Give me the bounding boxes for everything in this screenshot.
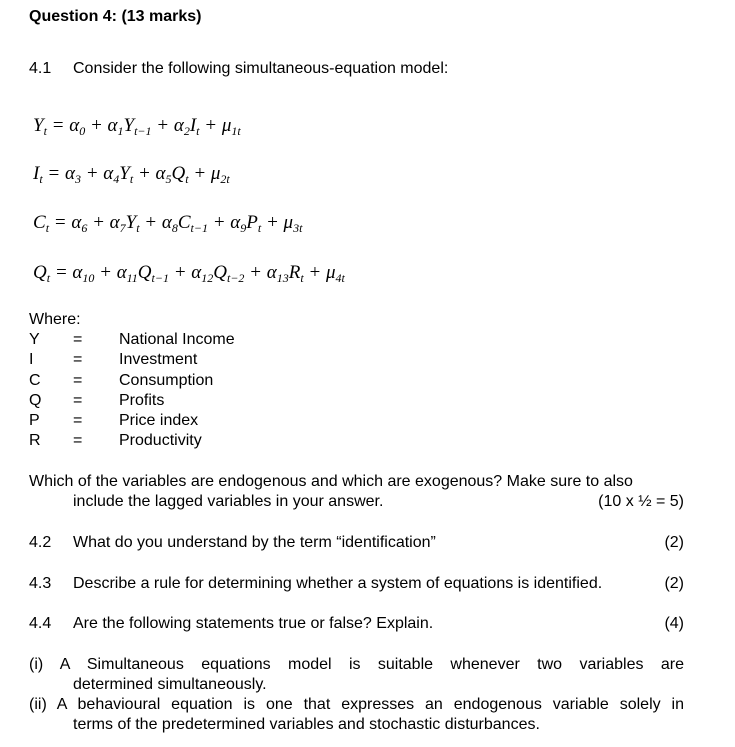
definition-desc: Consumption: [119, 372, 214, 389]
definition-desc: National Income: [119, 331, 235, 348]
equation-1: $Y_t = \alpha_0 + \alpha_1Y_{t-1} + \alpha_2I_t + \mu_{1t}$: [33, 115, 241, 138]
definition-equals: =: [73, 331, 83, 348]
definition-desc: Productivity: [119, 432, 202, 449]
definition-equals: =: [73, 372, 83, 389]
q4-1-question-line2: include the lagged variables in your answer.: [73, 493, 384, 510]
q4-4-marks: (4): [664, 615, 684, 632]
definition-symbol: Q: [29, 392, 42, 409]
q4-4-number: 4.4: [29, 615, 52, 632]
question-title: Question 4: (13 marks): [29, 8, 202, 25]
statement-ii-line1: (ii) A behavioural equation is one that expresses an endogenous variable solely in: [29, 696, 684, 713]
q4-3-number: 4.3: [29, 575, 52, 592]
definition-symbol: I: [29, 351, 34, 368]
q4-1-marks: (10 x ½ = 5): [598, 493, 684, 510]
where-label: Where:: [29, 311, 81, 328]
equation-3: $C_t = \alpha_6 + \alpha_7Y_t + \alpha_8C_{t-1} + \alpha_9P_t + \mu_{3t}$: [33, 212, 303, 235]
definition-desc: Price index: [119, 412, 199, 429]
q4-2-number: 4.2: [29, 534, 52, 551]
definition-symbol: R: [29, 432, 41, 449]
statement-i: [29, 655, 684, 675]
equation-3-lhs: C: [33, 212, 46, 233]
definition-symbol: P: [29, 412, 40, 429]
statement-ii: [29, 695, 684, 715]
equation-1-lhs: Y: [33, 115, 44, 136]
definition-equals: =: [73, 351, 83, 368]
statement-i-line1: (i) A Simultaneous equations model is suitable whenever two variables are: [29, 656, 684, 673]
q4-1-number: 4.1: [29, 60, 52, 77]
definition-equals: =: [73, 432, 83, 449]
definition-desc: Profits: [119, 392, 165, 409]
q4-1-question-line1: Which of the variables are endogenous and which are exogenous? Make sure to also: [29, 473, 633, 490]
q4-3-text: Describe a rule for determining whether a system of equations is identified.: [73, 575, 603, 592]
q4-4-text: Are the following statements true or false? Explain.: [73, 615, 434, 632]
q4-1-text: Consider the following simultaneous-equation model:: [73, 60, 449, 77]
definition-symbol: C: [29, 372, 41, 389]
definition-equals: =: [73, 392, 83, 409]
equation-2-lhs: I: [33, 163, 40, 184]
equation-4: $Q_t = \alpha_{10} + \alpha_{11}Q_{t-1} + \alpha_{12}Q_{t-2} + \alpha_{13}R_t + \mu_{4t}$: [33, 262, 345, 285]
definition-equals: =: [73, 412, 83, 429]
q4-3-marks: (2): [664, 575, 684, 592]
definition-symbol: Y: [29, 331, 40, 348]
statement-i-line2: determined simultaneously.: [73, 676, 267, 693]
equation-2: $I_t = \alpha_3 + \alpha_4Y_t + \alpha_5Q_t + \mu_{2t}$: [33, 163, 230, 186]
statement-ii-line2: terms of the predetermined variables and stochastic disturbances.: [73, 716, 540, 733]
q4-2-text: What do you understand by the term “identification”: [73, 534, 436, 551]
equation-4-lhs: Q: [33, 262, 47, 283]
definition-desc: Investment: [119, 351, 198, 368]
q4-2-marks: (2): [664, 534, 684, 551]
